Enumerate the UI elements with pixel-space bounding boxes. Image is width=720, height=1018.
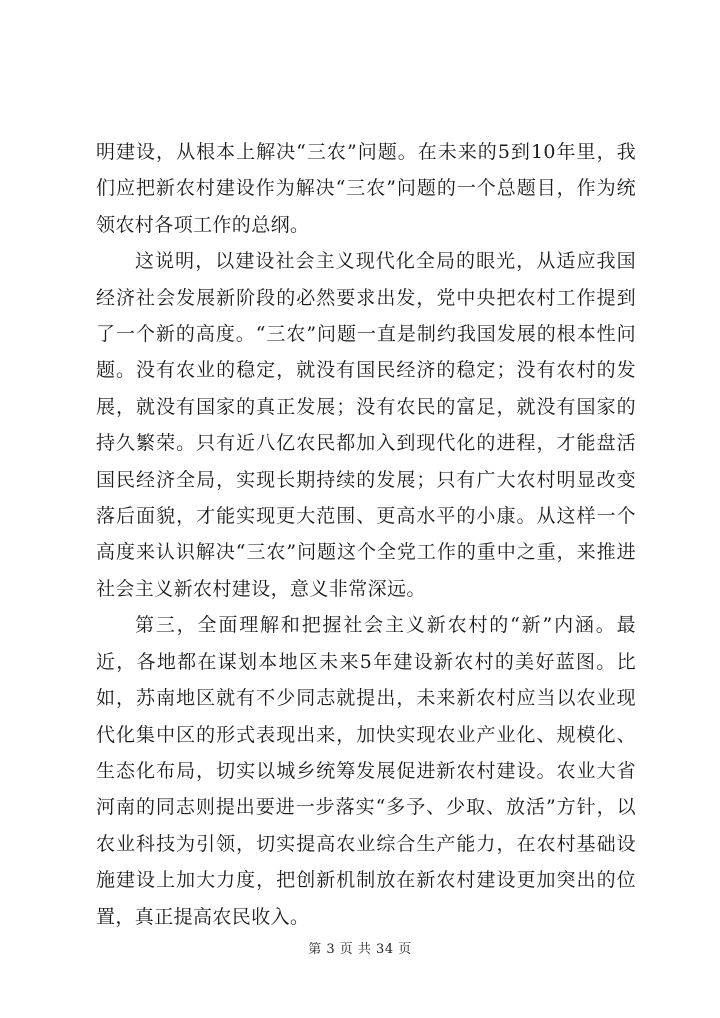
page-number-footer: 第 3 页 共 34 页 [308, 942, 412, 957]
document-body [96, 134, 636, 935]
paragraph-new-connotation: 第三，全面理解和把握社会主义新农村的“新”内涵。最近，各地都在谋划本地区未来5年建设新农村的美好蓝图。比如，苏南地区就有不少同志就提出，未来新农村应当以农业现代化集中区的形式表现出来，加快实现农业产业化、规模化、生态化布局，切实以城乡统筹发展促进新农村建设。农业大省河南的同志则提出要进一步落实“多予、少取、放活”方针，以农业科技为引领，切实提高农业综合生产能力，在农村基础设施建设上加大力度，把创新机制放在新农村建设更加突出的位置，真正提高农民收入。 [96, 614, 636, 928]
paragraph-significance: 这说明，以建设社会主义现代化全局的眼光，从适应我国经济社会发展新阶段的必然要求出发，党中央把农村工作提到了一个新的高度。“三农”问题一直是制约我国发展的根本性问题。没有农业的稳定，就没有国民经济的稳定；没有农村的发展，就没有国家的真正发展；没有农民的富足，就没有国家的持久繁荣。只有近八亿农民都加入到现代化的进程，才能盘活国民经济全局，实现长期持续的发展；只有广大农村明显改变落后面貌，才能实现更大范围、更高水平的小康。从这样一个高度来认识解决“三农”问题这个全党工作的重中之重，来推进社会主义新农村建设，意义非常深远。 [96, 250, 636, 600]
paragraph-continuation: 明建设，从根本上解决“三农”问题。在未来的5到10年里，我们应把新农村建设作为解决“三农”问题的一个总题目，作为统领农村各项工作的总纲。 [96, 141, 636, 236]
